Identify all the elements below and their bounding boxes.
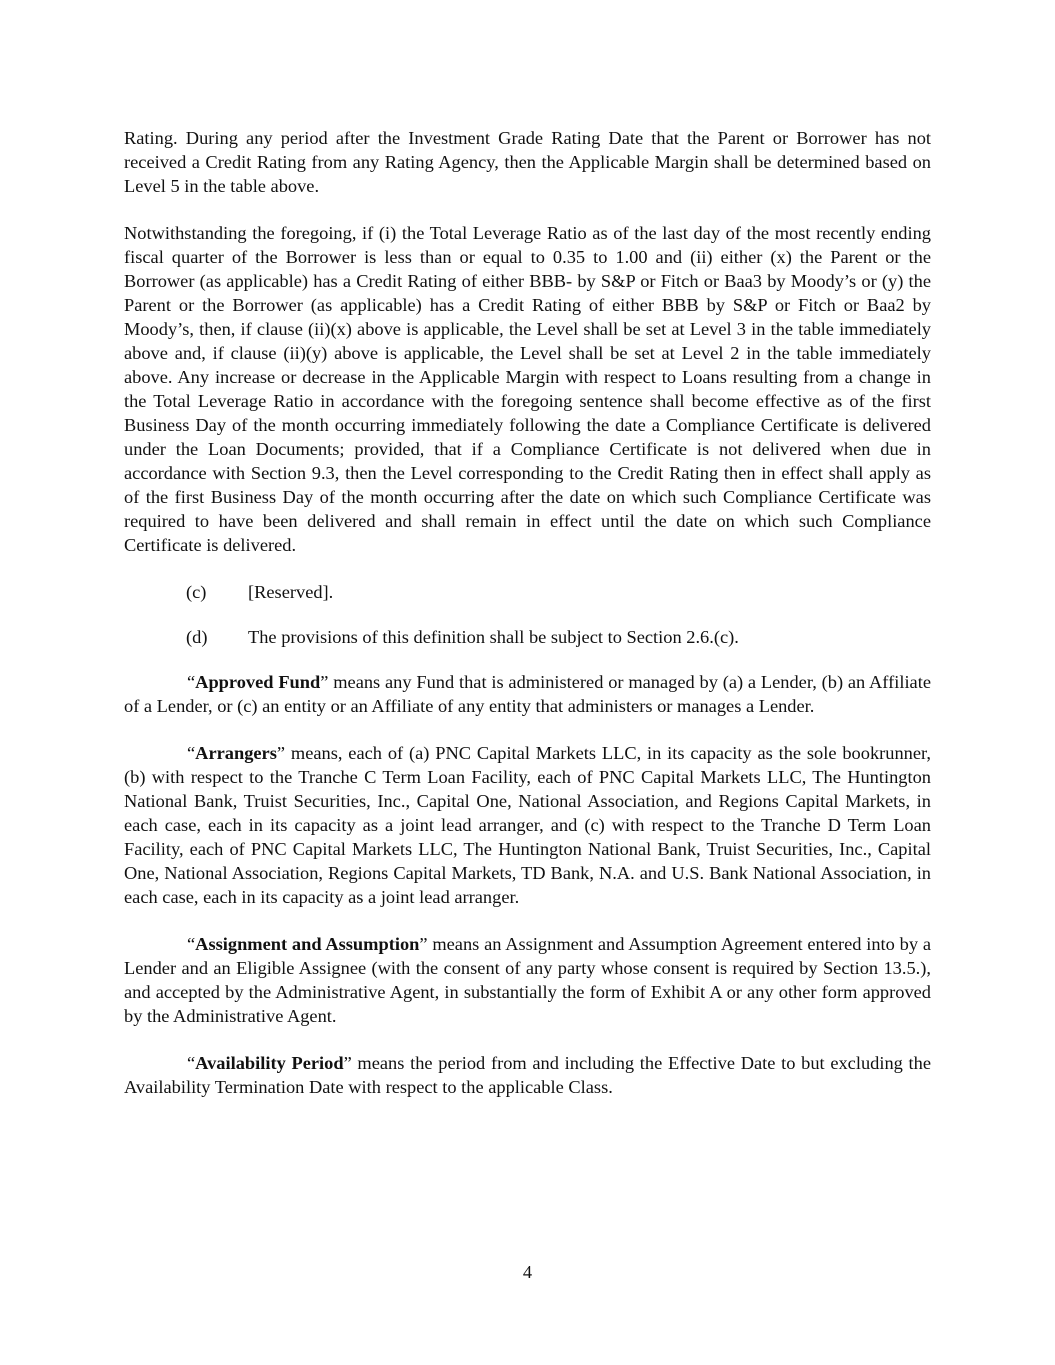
subitem-c	[124, 580, 931, 604]
open-quote: “	[187, 743, 196, 763]
subitem-label: (c)	[186, 582, 207, 602]
definition-body: means any Fund that is administered or managed by (a) a Lender, (b) an Affiliate of a Lender, or (c) an entity or an Affiliate of any entity that administers or manages a Lender.	[124, 672, 931, 716]
close-quote: ”	[343, 1053, 352, 1073]
definition-assignment-and-assumption	[124, 932, 931, 1028]
document-page	[124, 126, 931, 1122]
subitem-text: The provisions of this definition shall be subject to Section 2.6.(c).	[248, 627, 739, 647]
page-number: 4	[522, 1262, 533, 1282]
paragraph-notwithstanding: Notwithstanding the foregoing, if (i) the Total Leverage Ratio as of the last day of the most recently ending fiscal quarter of the Borrower is less than or equal to 0.35 to 1.00 and (ii) either (x) the Parent or the Borrower (as applicable) has a Credit Rating of either BBB- by S&P or Fitch or Baa3 by Moody’s or (y) the Parent or the Borrower (as applicable) has a Credit Rating of either BBB by S&P or Fitch or Baa2 by Moody’s, then, if clause (ii)(x) above is applicable, the Level shall be set at Level 3 in the table immediately above and, if clause (ii)(y) above is applicable, the Level shall be set at Level 2 in the table immediately above. Any increase or decrease in the Applicable Margin with respect to Loans resulting from a change in the Total Leverage Ratio in accordance with the foregoing sentence shall become effective as of the first Business Day of the month occurring immediately following the date a Compliance Certificate is delivered under the Loan Documents; provided, that if a Compliance Certificate is not delivered when due in accordance with Section 9.3, then the Level corresponding to the Credit Rating then in effect shall apply as of the first Business Day of the month occurring after the date on which such Compliance Certificate was required to have been delivered and shall remain in effect until the date on which such Compliance Certificate is delivered.	[124, 223, 931, 555]
defined-term: Arrangers	[195, 743, 277, 763]
definition-body: means the period from and including the Effective Date to but excluding the Availability Termination Date with respect to the applicable Class.	[124, 1053, 931, 1097]
definition-body: means, each of (a) PNC Capital Markets LLC, in its capacity as the sole bookrunner, (b) with respect to the Tranche C Term Loan Facility, each of PNC Capital Markets LLC, The Huntington National Bank, Truist Securities, Inc., Capital One, National Association, and Regions Capital Markets, in each case, each in its capacity as a joint lead arranger, and (c) with respect to the Tranche D Term Loan Facility, each of PNC Capital Markets LLC, The Huntington National Bank, Truist Securities, Inc., Capital One, National Association, Regions Capital Markets, TD Bank, N.A. and U.S. Bank National Association, in each case, each in its capacity as a joint lead arranger.	[124, 743, 931, 907]
open-quote: “	[187, 934, 196, 954]
close-quote: ”	[276, 743, 286, 763]
subitem-label: (d)	[186, 627, 208, 647]
paragraph-rating: Rating. During any period after the Investment Grade Rating Date that the Parent or Borrower has not received a Credit Rating from any Rating Agency, then the Applicable Margin shall be determined based on Level 5 in the table above.	[124, 128, 931, 196]
subitem-d	[124, 625, 931, 649]
defined-term: Availability Period	[195, 1053, 344, 1073]
definition-availability-period	[124, 1051, 931, 1099]
definition-body: means an Assignment and Assumption Agreement entered into by a Lender and an Eligible Assignee (with the consent of any party whose consent is required by Section 13.5.), and accepted by the Administrative Agent, in substantially the form of Exhibit A or any other form approved by the Administrative Agent.	[124, 934, 931, 1026]
close-quote: ”	[419, 934, 428, 954]
defined-term: Approved Fund	[195, 672, 321, 692]
close-quote: ”	[320, 672, 329, 692]
open-quote: “	[187, 1053, 196, 1073]
definition-approved-fund	[124, 670, 931, 718]
defined-term: Assignment and Assumption	[195, 934, 420, 954]
subitem-text: [Reserved].	[248, 582, 334, 602]
open-quote: “	[187, 672, 196, 692]
definition-arrangers	[124, 741, 931, 909]
